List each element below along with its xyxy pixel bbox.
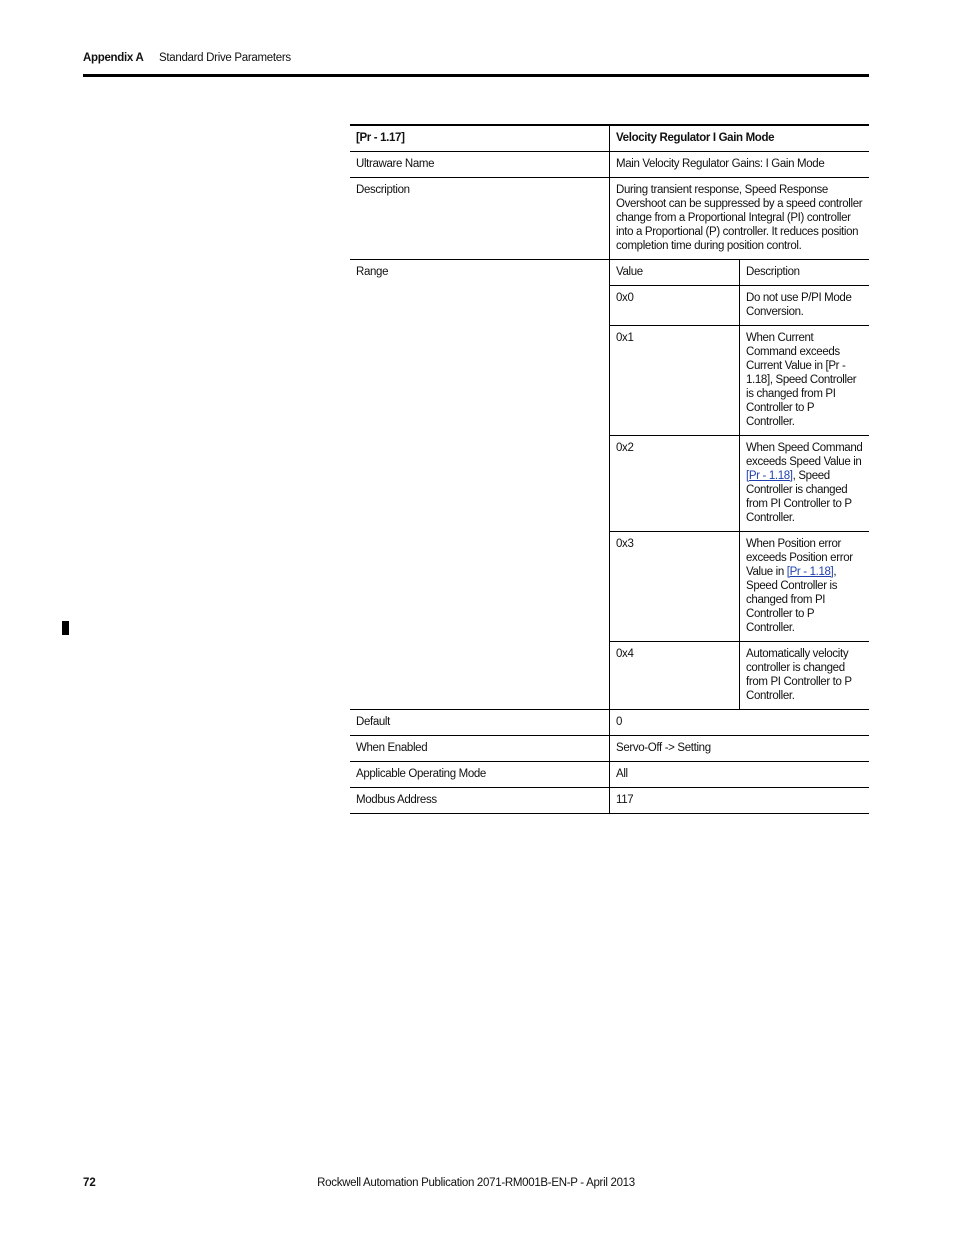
range-value: 0x0 xyxy=(610,286,740,326)
range-description: Automatically velocity controller is changed from PI Controller to P Controller. xyxy=(740,642,870,710)
range-description-text: When Position error exceeds Position error Value in xyxy=(746,538,853,578)
page-header xyxy=(83,52,869,77)
range-description-text: When Speed Command exceeds Speed Value in xyxy=(746,442,863,468)
modbus-address-label: Modbus Address xyxy=(350,788,610,814)
table-row xyxy=(350,788,869,814)
table-row xyxy=(350,736,869,762)
range-description-text: , Speed Controller is changed from PI Controller to P Controller. xyxy=(746,470,852,524)
table-row xyxy=(350,762,869,788)
default-value: 0 xyxy=(610,710,870,736)
table-header-row xyxy=(350,125,869,152)
default-label: Default xyxy=(350,710,610,736)
param-link[interactable]: [Pr - 1.18] xyxy=(746,470,793,482)
table-row xyxy=(350,260,869,286)
param-name: Velocity Regulator I Gain Mode xyxy=(610,125,870,152)
range-value: 0x2 xyxy=(610,436,740,532)
range-description: Do not use P/PI Mode Conversion. xyxy=(740,286,870,326)
range-description xyxy=(740,532,870,642)
table-row xyxy=(350,152,869,178)
table-row xyxy=(350,178,869,260)
modbus-address-value: 117 xyxy=(610,788,870,814)
range-label: Range xyxy=(350,260,610,710)
ultraware-name-label: Ultraware Name xyxy=(350,152,610,178)
when-enabled-value: Servo-Off -> Setting xyxy=(610,736,870,762)
parameter-table xyxy=(350,124,869,814)
ultraware-name-value: Main Velocity Regulator Gains: I Gain Mode xyxy=(610,152,870,178)
range-description: When Current Command exceeds Current Value in [Pr - 1.18], Speed Controller is changed from PI Controller to P Controller. xyxy=(740,326,870,436)
range-value-header: Value xyxy=(610,260,740,286)
description-label: Description xyxy=(350,178,610,260)
appendix-label: Appendix A xyxy=(83,52,144,64)
range-value: 0x1 xyxy=(610,326,740,436)
range-value: 0x4 xyxy=(610,642,740,710)
table-row xyxy=(350,710,869,736)
publication-info: Rockwell Automation Publication 2071-RM001B-EN-P - April 2013 xyxy=(317,1177,635,1189)
range-description-text: , Speed Controller is changed from PI Controller to P Controller. xyxy=(746,566,838,634)
operating-mode-value: All xyxy=(610,762,870,788)
range-value: 0x3 xyxy=(610,532,740,642)
range-description xyxy=(740,436,870,532)
operating-mode-label: Applicable Operating Mode xyxy=(350,762,610,788)
change-bar-marker xyxy=(62,621,69,635)
section-title: Standard Drive Parameters xyxy=(159,52,291,64)
range-description-header: Description xyxy=(740,260,870,286)
description-value: During transient response, Speed Response Overshoot can be suppressed by a speed controller change from a Proportional Integral (PI) controller into a Proportional (P) controller. It reduces position completion time during position control. xyxy=(610,178,870,260)
param-id: [Pr - 1.17] xyxy=(350,125,610,152)
page-number: 72 xyxy=(83,1177,96,1189)
when-enabled-label: When Enabled xyxy=(350,736,610,762)
param-link[interactable]: [Pr - 1.18] xyxy=(786,566,834,578)
